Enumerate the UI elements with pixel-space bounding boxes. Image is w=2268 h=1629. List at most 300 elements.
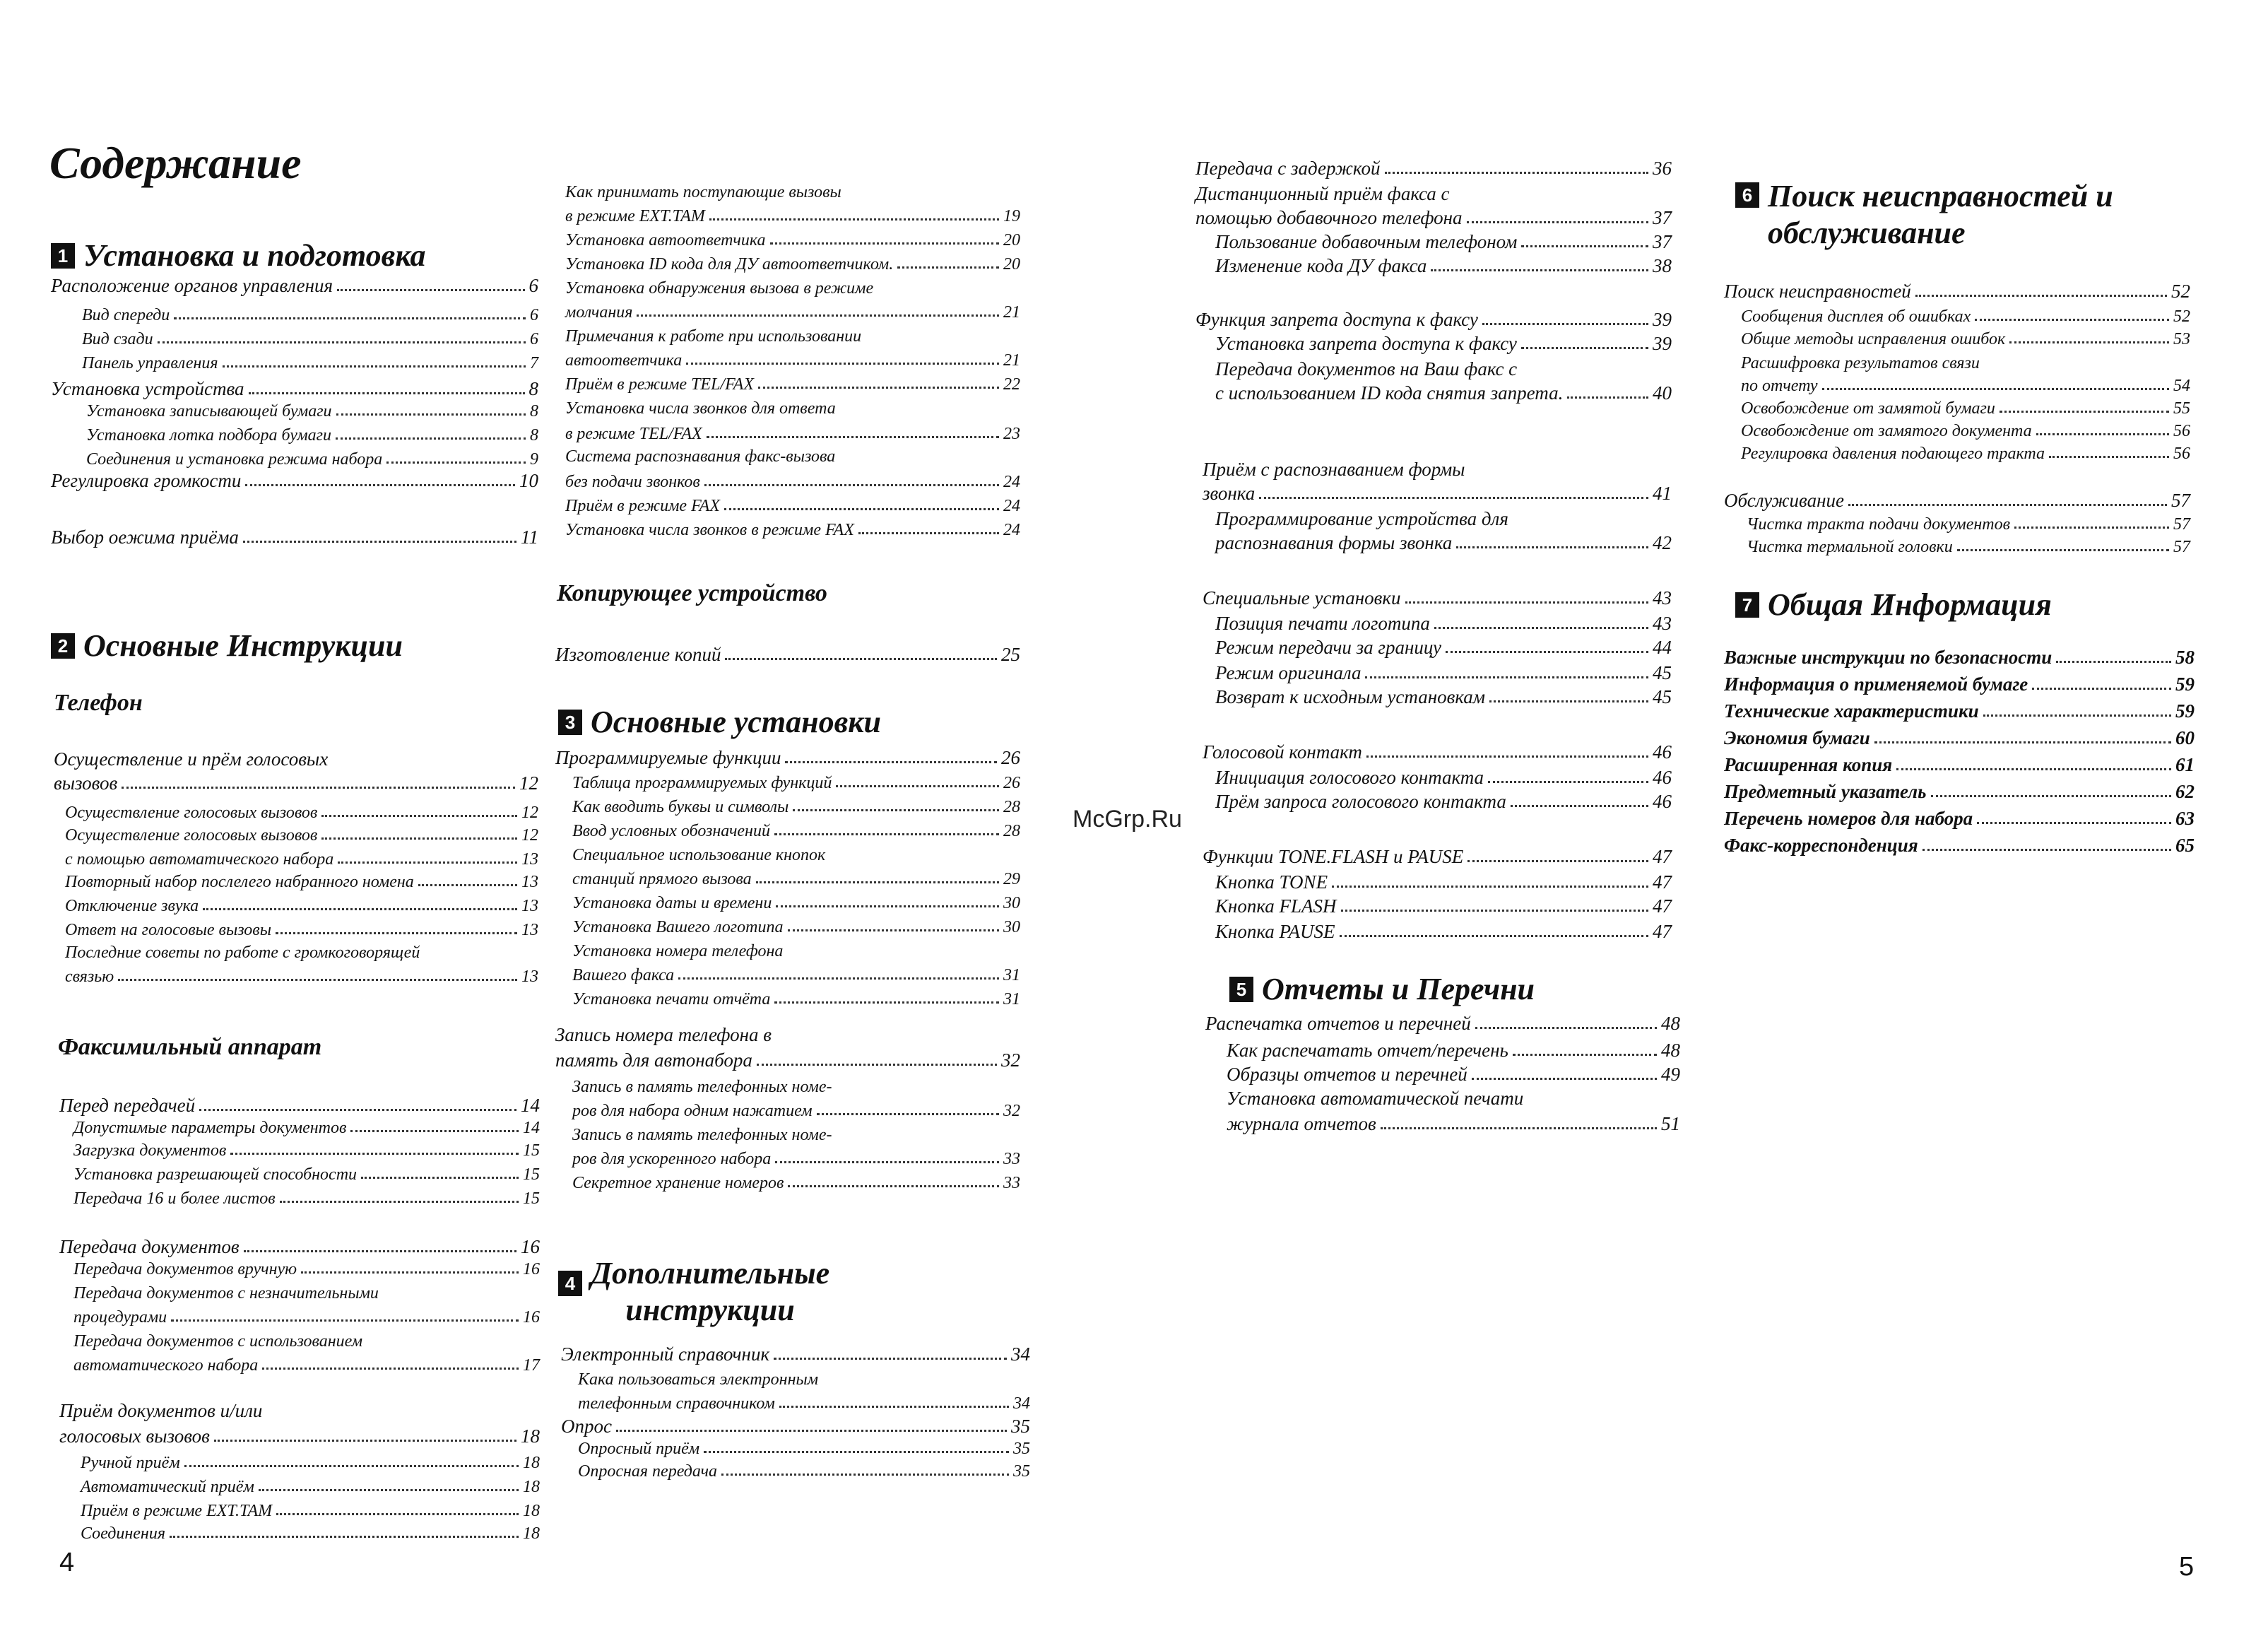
section-title: Установка и подготовка xyxy=(83,238,426,273)
toc-page-number: 65 xyxy=(2175,835,2195,856)
section-number: 3 xyxy=(558,710,582,735)
toc-leader-dots xyxy=(1446,651,1648,653)
toc-entry-title: Установка даты и времени xyxy=(572,894,772,912)
toc-entry-title: Передача 16 и более листов xyxy=(73,1189,276,1208)
toc-page-number: 21 xyxy=(1003,351,1020,370)
toc-leader-dots xyxy=(1341,910,1648,912)
toc-entry-title: журнала отчетов xyxy=(1227,1113,1376,1134)
toc-leader-dots xyxy=(707,436,999,438)
toc-entry xyxy=(59,1235,540,1258)
toc-leader-dots xyxy=(1513,1054,1657,1056)
toc-leader-dots xyxy=(1475,1027,1657,1029)
toc-entry-title: станций прямого вызова xyxy=(572,870,752,888)
section-title-line2: обслуживание xyxy=(1768,216,1966,250)
toc-leader-dots xyxy=(223,365,526,367)
toc-entry xyxy=(1724,780,2195,803)
toc-entry-title: Технические характеристики xyxy=(1724,700,1979,722)
toc-entry-title: Изменение кода ДУ факса xyxy=(1215,255,1427,276)
toc-entry-title: Установка числа звонков для ответа xyxy=(565,399,836,418)
toc-entry-title: Передача документов вручную xyxy=(73,1260,297,1278)
toc-entry-title: Важные инструкции по безопасности xyxy=(1724,647,2053,668)
toc-page-number: 52 xyxy=(2173,307,2190,326)
toc-page-number: 57 xyxy=(2173,538,2190,556)
toc-entry xyxy=(1195,332,1672,355)
toc-leader-dots xyxy=(774,833,999,835)
toc-page-number: 45 xyxy=(1653,662,1672,683)
toc-entry-title: Расшифровка результатов связи xyxy=(1741,354,1980,372)
toc-page-number: 26 xyxy=(1003,774,1020,792)
toc-entry xyxy=(565,472,1020,492)
section-title: Общая Информация xyxy=(1768,587,2052,622)
toc-page-number: 58 xyxy=(2175,647,2195,668)
toc-leader-dots xyxy=(2009,341,2169,343)
toc-page-number: 60 xyxy=(2175,727,2195,748)
toc-entry-title: Программируемые функции xyxy=(555,747,781,768)
section-4-heading xyxy=(558,1255,829,1329)
toc-page-number: 43 xyxy=(1653,587,1672,608)
toc-entry xyxy=(54,920,538,940)
toc-leader-dots xyxy=(1521,347,1648,349)
toc-leader-dots xyxy=(321,815,517,817)
toc-leader-dots xyxy=(1332,886,1648,888)
toc-page-number: 37 xyxy=(1653,231,1672,252)
toc-entry xyxy=(555,773,1020,793)
toc-entry-title: молчания xyxy=(565,303,633,322)
toc-leader-dots xyxy=(785,761,997,763)
toc-entry-title: с помощью автоматического набора xyxy=(65,850,334,869)
toc-entry-title: Прём запроса голосового контакта xyxy=(1215,791,1506,812)
toc-page-number: 21 xyxy=(1003,303,1020,322)
toc-entry-title: Панель управления xyxy=(82,354,218,372)
toc-entry-title: связью xyxy=(65,968,114,986)
toc-entry xyxy=(1195,206,1672,229)
toc-entry-title: Запись номера телефона в xyxy=(555,1024,772,1045)
toc-leader-dots xyxy=(1489,700,1648,702)
toc-entry xyxy=(1195,507,1672,530)
toc-page-number: 17 xyxy=(523,1356,540,1375)
toc-page-number: 55 xyxy=(2173,399,2190,418)
toc-page-number: 35 xyxy=(1013,1462,1030,1481)
toc-entry-title: Кнопка TONE xyxy=(1215,871,1328,893)
toc-page-number: 39 xyxy=(1653,309,1672,330)
toc-entry xyxy=(1195,612,1672,635)
toc-entry xyxy=(565,302,1020,322)
toc-entry-title: Общие методы исправления ошибок xyxy=(1741,330,2006,348)
toc-entry xyxy=(1195,587,1672,609)
toc-leader-dots xyxy=(758,387,999,389)
toc-entry-title: автоматического набора xyxy=(73,1356,259,1375)
toc-leader-dots xyxy=(1848,504,2167,506)
toc-entry xyxy=(59,1477,540,1497)
toc-entry xyxy=(51,305,538,325)
toc-page-number: 6 xyxy=(530,330,538,348)
toc-entry xyxy=(51,353,538,373)
toc-leader-dots xyxy=(1366,755,1648,758)
toc-entry-title: Приём в режиме TEL/FAX xyxy=(565,375,754,394)
toc-entry-title: Освобождение от замятой бумаги xyxy=(1741,399,1995,418)
toc-leader-dots xyxy=(280,1201,519,1203)
toc-page-number: 16 xyxy=(521,1236,540,1257)
toc-entry-title: Соединения и установка режима набора xyxy=(86,450,383,469)
toc-entry-title: Передача документов на Ваш факс с xyxy=(1215,358,1518,380)
toc-entry xyxy=(1205,1063,1680,1086)
toc-page-number: 51 xyxy=(1661,1113,1680,1134)
toc-leader-dots xyxy=(1977,822,2171,824)
toc-page-number: 13 xyxy=(521,897,538,915)
toc-page-number: 44 xyxy=(1653,637,1672,658)
section-title: Основные установки xyxy=(591,705,882,739)
toc-page-number: 20 xyxy=(1003,231,1020,249)
toc-leader-dots xyxy=(704,1451,1009,1453)
toc-entry xyxy=(1195,741,1672,763)
toc-entry-title: Установка записывающей бумаги xyxy=(86,402,332,421)
toc-leader-dots xyxy=(249,392,525,394)
toc-entry-title: Установка обнаружения вызова в режиме xyxy=(565,279,874,298)
toc-entry xyxy=(1724,353,2190,373)
toc-page-number: 63 xyxy=(2175,808,2195,829)
toc-entry-title: Поиск неисправностей xyxy=(1724,281,1911,302)
toc-entry-title: Регулировка громкости xyxy=(51,470,242,491)
toc-entry xyxy=(54,803,538,823)
toc-entry-title: Последние советы по работе с громкоговорящей xyxy=(65,943,420,962)
toc-leader-dots xyxy=(243,541,516,543)
toc-page-number: 6 xyxy=(530,306,538,324)
toc-entry xyxy=(565,496,1020,516)
section-title: Основные Инструкции xyxy=(83,628,403,663)
toc-entry xyxy=(1724,537,2190,557)
toc-leader-dots xyxy=(686,363,999,365)
toc-leader-dots xyxy=(1931,795,2171,797)
toc-entry-title: Пользование добавочным телефоном xyxy=(1215,231,1518,252)
toc-entry xyxy=(1195,254,1672,277)
toc-entry xyxy=(565,520,1020,540)
toc-entry-title: Приём документов и/или xyxy=(59,1400,263,1421)
toc-page-number: 10 xyxy=(519,470,538,491)
toc-leader-dots xyxy=(776,905,999,907)
toc-entry-title: Экономия бумаги xyxy=(1724,727,1870,748)
toc-entry-title: Режим оригинала xyxy=(1215,662,1362,683)
toc-entry-title: Установка числа звонков в режиме FAX xyxy=(565,521,854,539)
toc-page-number: 14 xyxy=(523,1119,540,1137)
toc-entry xyxy=(1195,157,1672,180)
toc-entry-title: Чистка тракта подачи документов xyxy=(1747,515,2011,534)
toc-leader-dots xyxy=(725,658,997,660)
toc-entry xyxy=(561,1439,1030,1459)
toc-entry xyxy=(555,746,1020,769)
toc-leader-dots xyxy=(1822,388,2169,390)
toc-entry-title: без подачи звонков xyxy=(565,473,700,491)
toc-leader-dots xyxy=(774,1358,1007,1360)
toc-page-number: 45 xyxy=(1653,686,1672,707)
toc-page-number: 26 xyxy=(1001,747,1020,768)
toc-entry-title: Осуществление и прём голосовых xyxy=(54,748,329,770)
toc-leader-dots xyxy=(118,979,517,981)
toc-entry-title: Загрузка документов xyxy=(73,1141,227,1160)
toc-leader-dots xyxy=(338,861,517,864)
toc-entry-title: Вашего факса xyxy=(572,966,675,984)
toc-page-number: 15 xyxy=(523,1141,540,1160)
toc-leader-dots xyxy=(2049,456,2169,458)
toc-page-number: 36 xyxy=(1653,158,1672,179)
toc-entry-title: Примечания к работе при использовании xyxy=(565,327,862,346)
toc-leader-dots xyxy=(724,508,999,510)
toc-entry-title: Программирование устройства для xyxy=(1215,508,1508,529)
toc-leader-dots xyxy=(1405,601,1648,604)
toc-leader-dots xyxy=(788,1185,999,1187)
toc-leader-dots xyxy=(214,1440,516,1442)
toc-leader-dots xyxy=(1957,549,2169,551)
toc-entry-title: Опрос xyxy=(561,1416,612,1437)
toc-entry xyxy=(1724,727,2195,749)
toc-entry-title: Как принимать поступающие вызовы xyxy=(565,183,841,201)
toc-entry-title: автоответчика xyxy=(565,351,683,370)
toc-entry-title: Ответ на голосовые вызовы xyxy=(65,921,271,939)
toc-entry-title: ров для набора одним нажатием xyxy=(572,1102,813,1120)
toc-entry xyxy=(555,893,1020,913)
section-number: 4 xyxy=(558,1271,582,1296)
toc-entry xyxy=(1195,482,1672,505)
toc-entry-title: Установка номера телефона xyxy=(572,942,784,960)
toc-entry xyxy=(59,1453,540,1473)
toc-page-number: 35 xyxy=(1013,1440,1030,1458)
toc-leader-dots xyxy=(262,1368,519,1370)
toc-leader-dots xyxy=(1923,849,2171,851)
toc-page-number: 24 xyxy=(1003,497,1020,515)
toc-entry xyxy=(1724,489,2190,512)
toc-page-number: 18 xyxy=(523,1478,540,1496)
section-title-line2: инструкции xyxy=(625,1293,795,1327)
toc-page-number: 47 xyxy=(1653,921,1672,942)
toc-leader-dots xyxy=(199,1109,516,1111)
toc-page-number: 6 xyxy=(528,275,538,296)
toc-leader-dots xyxy=(336,413,526,416)
toc-entry-title: Возврат к исходным установкам xyxy=(1215,686,1486,707)
section-2-heading xyxy=(51,628,403,664)
toc-entry xyxy=(59,1259,540,1279)
toc-entry xyxy=(1195,182,1672,205)
toc-entry-title: Установка ID кода для ДУ автоответчиком. xyxy=(565,255,894,274)
toc-entry xyxy=(1724,807,2195,830)
toc-entry xyxy=(59,1331,540,1351)
toc-leader-dots xyxy=(1983,714,2171,717)
toc-page-number: 41 xyxy=(1653,483,1672,504)
toc-entry xyxy=(1195,230,1672,253)
toc-entry-title: Перечень номеров для набора xyxy=(1724,808,1973,829)
toc-leader-dots xyxy=(244,1250,516,1252)
toc-leader-dots xyxy=(637,314,999,317)
toc-leader-dots xyxy=(1431,269,1648,271)
toc-entry-title: по отчету xyxy=(1741,377,1818,395)
toc-entry-title: в режиме EXT.TAM xyxy=(565,207,705,225)
toc-leader-dots xyxy=(2036,433,2169,435)
toc-entry xyxy=(555,1101,1020,1121)
toc-entry-title: Расположение органов управления xyxy=(51,275,333,296)
toc-entry xyxy=(1724,444,2190,464)
toc-page-number: 7 xyxy=(530,354,538,372)
toc-entry xyxy=(561,1394,1030,1413)
toc-page-number: 12 xyxy=(521,826,538,845)
toc-page-number: 47 xyxy=(1653,871,1672,893)
toc-entry xyxy=(565,399,1020,418)
toc-entry-title: Специальные установки xyxy=(1203,587,1401,608)
toc-entry xyxy=(565,327,1020,346)
toc-page-number: 28 xyxy=(1003,798,1020,816)
toc-entry xyxy=(1205,1112,1680,1135)
toc-page-number: 31 xyxy=(1003,990,1020,1008)
toc-entry xyxy=(1195,661,1672,684)
toc-entry xyxy=(561,1415,1030,1437)
toc-entry xyxy=(51,469,538,492)
toc-entry xyxy=(1195,458,1672,481)
toc-entry xyxy=(565,182,1020,202)
toc-leader-dots xyxy=(1567,396,1648,399)
toc-entry-title: Позиция печати логотипа xyxy=(1215,613,1430,634)
toc-entry xyxy=(1724,700,2195,722)
toc-entry-title: Кнопка FLASH xyxy=(1215,895,1337,917)
section-title-line1: Дополнительные xyxy=(591,1256,830,1290)
toc-entry-title: Режим передачи за границу xyxy=(1215,637,1441,658)
toc-page-number: 20 xyxy=(1003,255,1020,274)
toc-entry xyxy=(1195,531,1672,554)
toc-entry xyxy=(555,1149,1020,1169)
toc-entry-title: Ручной приём xyxy=(81,1454,180,1472)
toc-page-number: 46 xyxy=(1653,767,1672,788)
toc-entry-title: Специальное использование кнопок xyxy=(572,846,826,864)
toc-page-number: 12 xyxy=(521,804,538,822)
toc-leader-dots xyxy=(756,881,999,883)
toc-entry xyxy=(1195,382,1672,404)
toc-page-number: 8 xyxy=(528,378,538,399)
toc-leader-dots xyxy=(122,787,515,789)
toc-entry xyxy=(1195,895,1672,917)
toc-leader-dots xyxy=(276,1513,519,1515)
page-number-left: 4 xyxy=(59,1548,75,1577)
toc-leader-dots xyxy=(276,932,517,934)
toc-leader-dots xyxy=(757,1064,997,1066)
toc-page-number: 16 xyxy=(523,1308,540,1327)
toc-leader-dots xyxy=(1915,295,2167,297)
toc-entry xyxy=(1724,280,2190,302)
toc-entry xyxy=(54,849,538,869)
toc-leader-dots xyxy=(1521,245,1648,247)
toc-page-number: 48 xyxy=(1661,1040,1680,1061)
toc-entry-title: Отключение звука xyxy=(65,897,199,915)
toc-leader-dots xyxy=(2056,661,2171,663)
toc-entry xyxy=(59,1524,540,1543)
toc-entry-title: Вид спереди xyxy=(82,306,170,324)
toc-entry xyxy=(51,425,538,445)
toc-entry xyxy=(59,1118,540,1138)
toc-entry-title: ров для ускоренного набора xyxy=(572,1150,772,1168)
toc-page-number: 11 xyxy=(521,527,538,548)
toc-entry xyxy=(1195,686,1672,708)
toc-entry-title: Регулировка давления подающего тракта xyxy=(1741,445,2045,463)
toc-page-number: 33 xyxy=(1003,1150,1020,1168)
toc-entry xyxy=(1195,790,1672,813)
toc-leader-dots xyxy=(1259,497,1648,499)
toc-entry xyxy=(555,1023,1020,1046)
toc-entry-title: Соединения xyxy=(81,1524,165,1543)
toc-leader-dots xyxy=(1456,546,1648,548)
toc-page-number: 8 xyxy=(530,402,538,421)
toc-leader-dots xyxy=(678,977,999,980)
toc-page-number: 33 xyxy=(1003,1174,1020,1192)
toc-entry xyxy=(561,1343,1030,1365)
toc-page-number: 24 xyxy=(1003,473,1020,491)
toc-entry xyxy=(59,1501,540,1521)
toc-entry-title: с использованием ID кода снятия запрета. xyxy=(1215,382,1564,404)
toc-page-number: 18 xyxy=(523,1454,540,1472)
toc-leader-dots xyxy=(1488,781,1648,783)
toc-entry xyxy=(1724,329,2190,349)
toc-entry-title: Кнопка PAUSE xyxy=(1215,921,1335,942)
toc-entry xyxy=(565,375,1020,394)
toc-page-number: 32 xyxy=(1001,1049,1020,1071)
toc-leader-dots xyxy=(1482,323,1648,325)
toc-entry-title: Голосовой контакт xyxy=(1203,741,1362,763)
toc-entry xyxy=(54,772,538,794)
toc-page-number: 13 xyxy=(521,873,538,891)
toc-entry-title: Установка автоответчика xyxy=(565,231,766,249)
toc-page-number: 38 xyxy=(1653,255,1672,276)
toc-page-number: 12 xyxy=(519,772,538,794)
toc-page-number: 56 xyxy=(2173,422,2190,440)
toc-page-number: 47 xyxy=(1653,895,1672,917)
toc-leader-dots xyxy=(301,1271,519,1274)
toc-leader-dots xyxy=(170,1536,519,1538)
toc-entry xyxy=(54,896,538,916)
toc-entry xyxy=(1195,845,1672,868)
toc-entry xyxy=(555,845,1020,865)
toc-entry-title: Система распознавания факс-вызова xyxy=(565,447,836,466)
toc-page-number: 32 xyxy=(1003,1102,1020,1120)
toc-leader-dots xyxy=(1434,627,1648,629)
section-3-heading xyxy=(558,704,881,741)
toc-entry xyxy=(51,449,538,469)
section-number: 2 xyxy=(51,633,75,659)
toc-entry-title: Передача документов xyxy=(59,1236,240,1257)
toc-entry-title: Установка запрета доступа к факсу xyxy=(1215,333,1517,354)
toc-entry xyxy=(59,1141,540,1160)
toc-entry xyxy=(565,351,1020,370)
toc-page-number: 49 xyxy=(1661,1064,1680,1085)
toc-leader-dots xyxy=(616,1430,1007,1432)
toc-entry-title: Приём с распознаванием формы xyxy=(1203,459,1465,480)
toc-entry xyxy=(51,329,538,349)
toc-leader-dots xyxy=(1381,1127,1657,1129)
toc-entry-title: процедурами xyxy=(73,1308,167,1327)
toc-entry-title: Как вводить буквы и символы xyxy=(572,798,789,816)
toc-leader-dots xyxy=(171,1319,519,1322)
toc-entry xyxy=(555,1125,1020,1145)
toc-leader-dots xyxy=(337,289,524,291)
toc-page-number: 56 xyxy=(2173,445,2190,463)
toc-entry xyxy=(1195,871,1672,893)
toc-page-number: 8 xyxy=(530,426,538,445)
toc-entry xyxy=(1205,1087,1680,1110)
toc-page-number: 13 xyxy=(521,968,538,986)
toc-entry-title: Передача с задержкой xyxy=(1195,158,1381,179)
toc-leader-dots xyxy=(779,1406,1009,1408)
toc-page-number: 15 xyxy=(523,1189,540,1208)
toc-entry-title: Установка Вашего логотипа xyxy=(572,918,784,936)
toc-entry-title: Передача документов с незначительными xyxy=(73,1284,379,1302)
toc-leader-dots xyxy=(788,929,1000,931)
toc-leader-dots xyxy=(1896,768,2171,770)
toc-entry xyxy=(561,1370,1030,1389)
toc-leader-dots xyxy=(2000,411,2169,413)
toc-entry xyxy=(1724,421,2190,441)
